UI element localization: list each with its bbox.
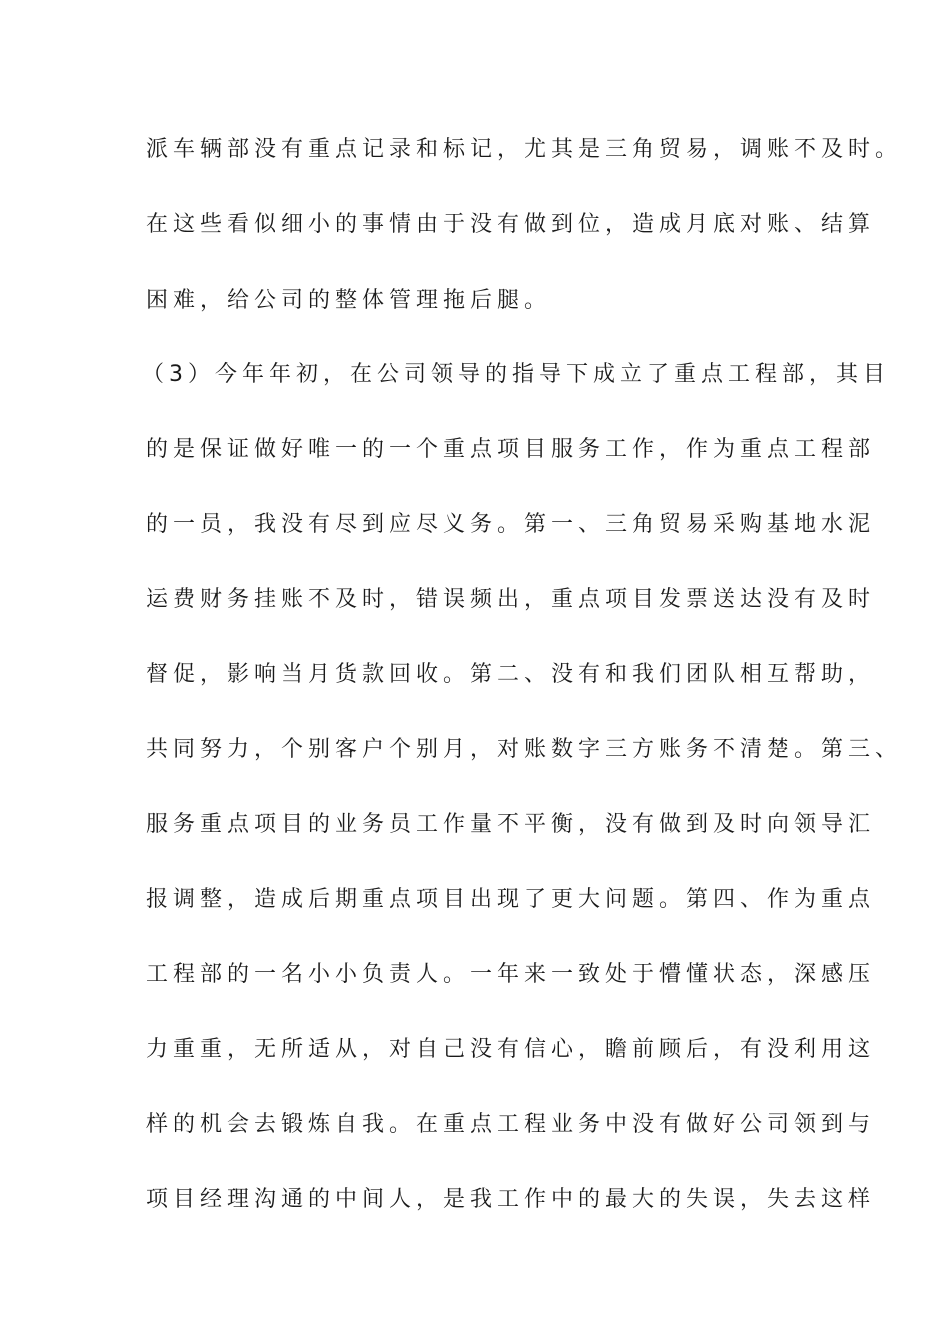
text-line-15: 项目经理沟通的中间人，是我工作中的最大的失误，失去这样 (146, 1187, 876, 1212)
text-line-1: 派车辆部没有重点记录和标记，尤其是三角贸易，调账不及时。 (146, 137, 903, 162)
text-line-9: 共同努力，个别客户个别月，对账数字三方账务不清楚。第三、 (146, 737, 903, 762)
text-line-2: 在这些看似细小的事情由于没有做到位，造成月底对账、结算 (146, 212, 876, 237)
text-line-6: 的一员，我没有尽到应尽义务。第一、三角贸易采购基地水泥 (146, 512, 876, 537)
text-line-4: （3）今年年初，在公司领导的指导下成立了重点工程部，其目 (142, 362, 890, 387)
text-line-7: 运费财务挂账不及时，错误频出，重点项目发票送达没有及时 (146, 587, 876, 612)
text-line-13: 力重重，无所适从，对自己没有信心，瞻前顾后，有没利用这 (146, 1037, 876, 1062)
text-line-5: 的是保证做好唯一的一个重点项目服务工作，作为重点工程部 (146, 437, 876, 462)
text-line-8: 督促，影响当月货款回收。第二、没有和我们团队相互帮助， (146, 662, 876, 687)
text-line-14: 样的机会去锻炼自我。在重点工程业务中没有做好公司领到与 (146, 1112, 876, 1137)
text-line-12: 工程部的一名小小负责人。一年来一致处于懵懂状态，深感压 (146, 962, 876, 987)
text-line-10: 服务重点项目的业务员工作量不平衡，没有做到及时向领导汇 (146, 812, 876, 837)
text-line-3: 困难，给公司的整体管理拖后腿。 (146, 288, 552, 313)
text-line-11: 报调整，造成后期重点项目出现了更大问题。第四、作为重点 (146, 887, 876, 912)
